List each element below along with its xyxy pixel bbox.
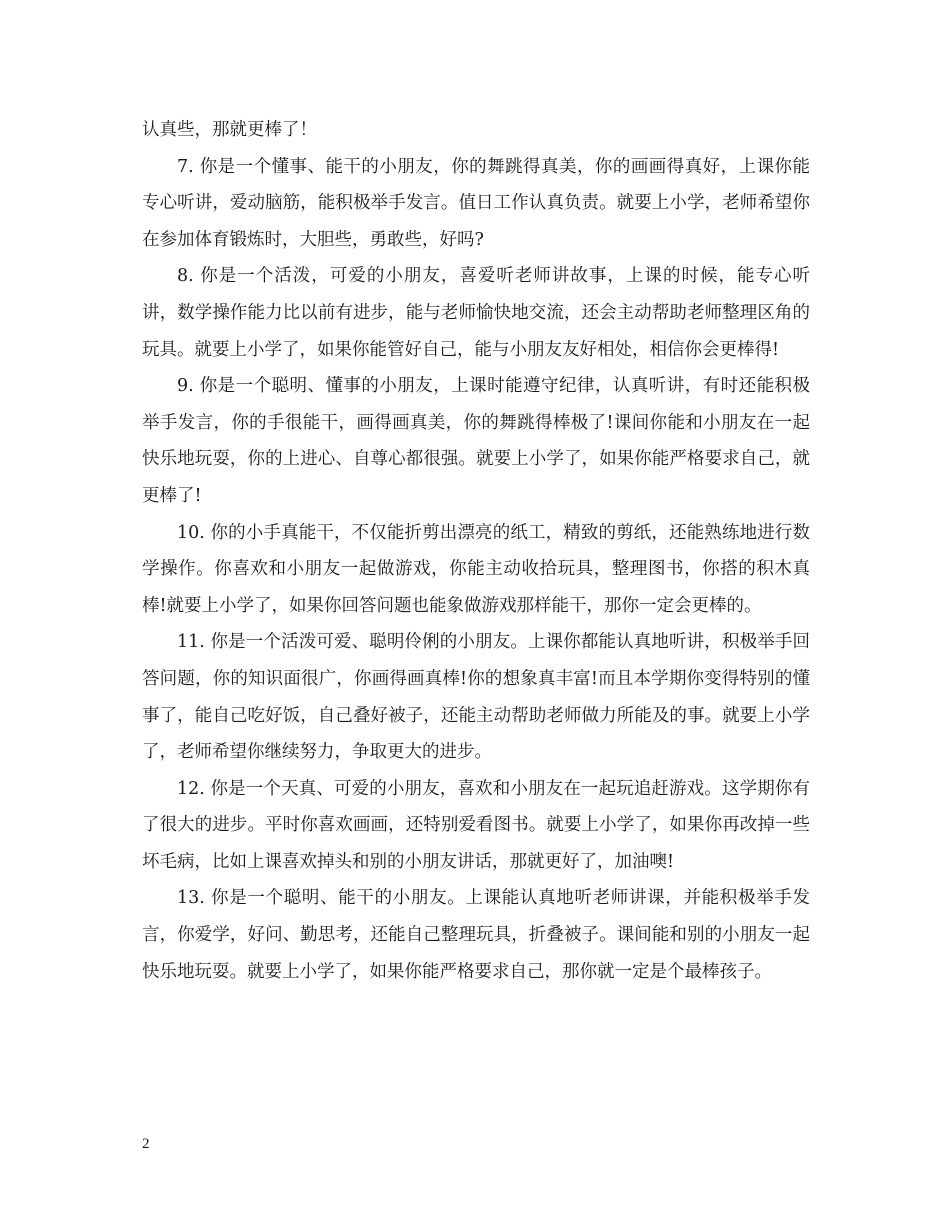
document-body: [142, 112, 810, 990]
paragraph-7: 7. 你是一个懂事、能干的小朋友，你的舞跳得真美，你的画画得真好，上课你能专心听讲，爱动脑筋，能积极举手发言。值日工作认真负责。就要上小学，老师希望你在参加体育锻炼时，大胆些，勇敢些，好吗?: [142, 156, 810, 250]
paragraph-13: 13. 你是一个聪明、能干的小朋友。上课能认真地听老师讲课，并能积极举手发言，你爱学，好问、勤思考，还能自己整理玩具，折叠被子。课间能和别的小朋友一起快乐地玩耍。就要上小学了，如果你能严格要求自己，那你就一定是个最棒孩子。: [142, 888, 810, 982]
page-number: 2: [142, 1136, 150, 1152]
paragraph-8: 8. 你是一个活泼，可爱的小朋友，喜爱听老师讲故事，上课的时候，能专心听讲，数学操作能力比以前有进步，能与老师愉快地交流，还会主动帮助老师整理区角的玩具。就要上小学了，如果你能管好自己，能与小朋友友好相处，相信你会更棒得!: [142, 266, 810, 360]
paragraph-continuation: 认真些，那就更棒了！: [142, 120, 317, 140]
paragraph-12: 12. 你是一个天真、可爱的小朋友，喜欢和小朋友在一起玩追赶游戏。这学期你有了很大的进步。平时你喜欢画画，还特别爱看图书。就要上小学了，如果你再改掉一些坏毛病，比如上课喜欢掉头和别的小朋友讲话，那就更好了，加油噢!: [142, 778, 810, 872]
paragraph-10: 10. 你的小手真能干，不仅能折剪出漂亮的纸工，精致的剪纸，还能熟练地进行数学操作。你喜欢和小朋友一起做游戏，你能主动收拾玩具，整理图书，你搭的积木真棒!就要上小学了，如果你回答问题也能象做游戏那样能干，那你一定会更棒的。: [142, 522, 810, 616]
paragraph-9: 9. 你是一个聪明、懂事的小朋友，上课时能遵守纪律，认真听讲，有时还能积极举手发言，你的手很能干，画得画真美，你的舞跳得棒极了!课间你能和小朋友在一起快乐地玩耍，你的上进心、自尊心都很强。就要上小学了，如果你能严格要求自己，就更棒了!: [142, 376, 810, 506]
paragraph-11: 11. 你是一个活泼可爱、聪明伶俐的小朋友。上课你都能认真地听讲，积极举手回答问题，你的知识面很广，你画得画真棒!你的想象真丰富!而且本学期你变得特别的懂事了，能自己吃好饭，自己叠好被子，还能主动帮助老师做力所能及的事。就要上小学了，老师希望你继续努力，争取更大的进步。: [142, 632, 810, 763]
